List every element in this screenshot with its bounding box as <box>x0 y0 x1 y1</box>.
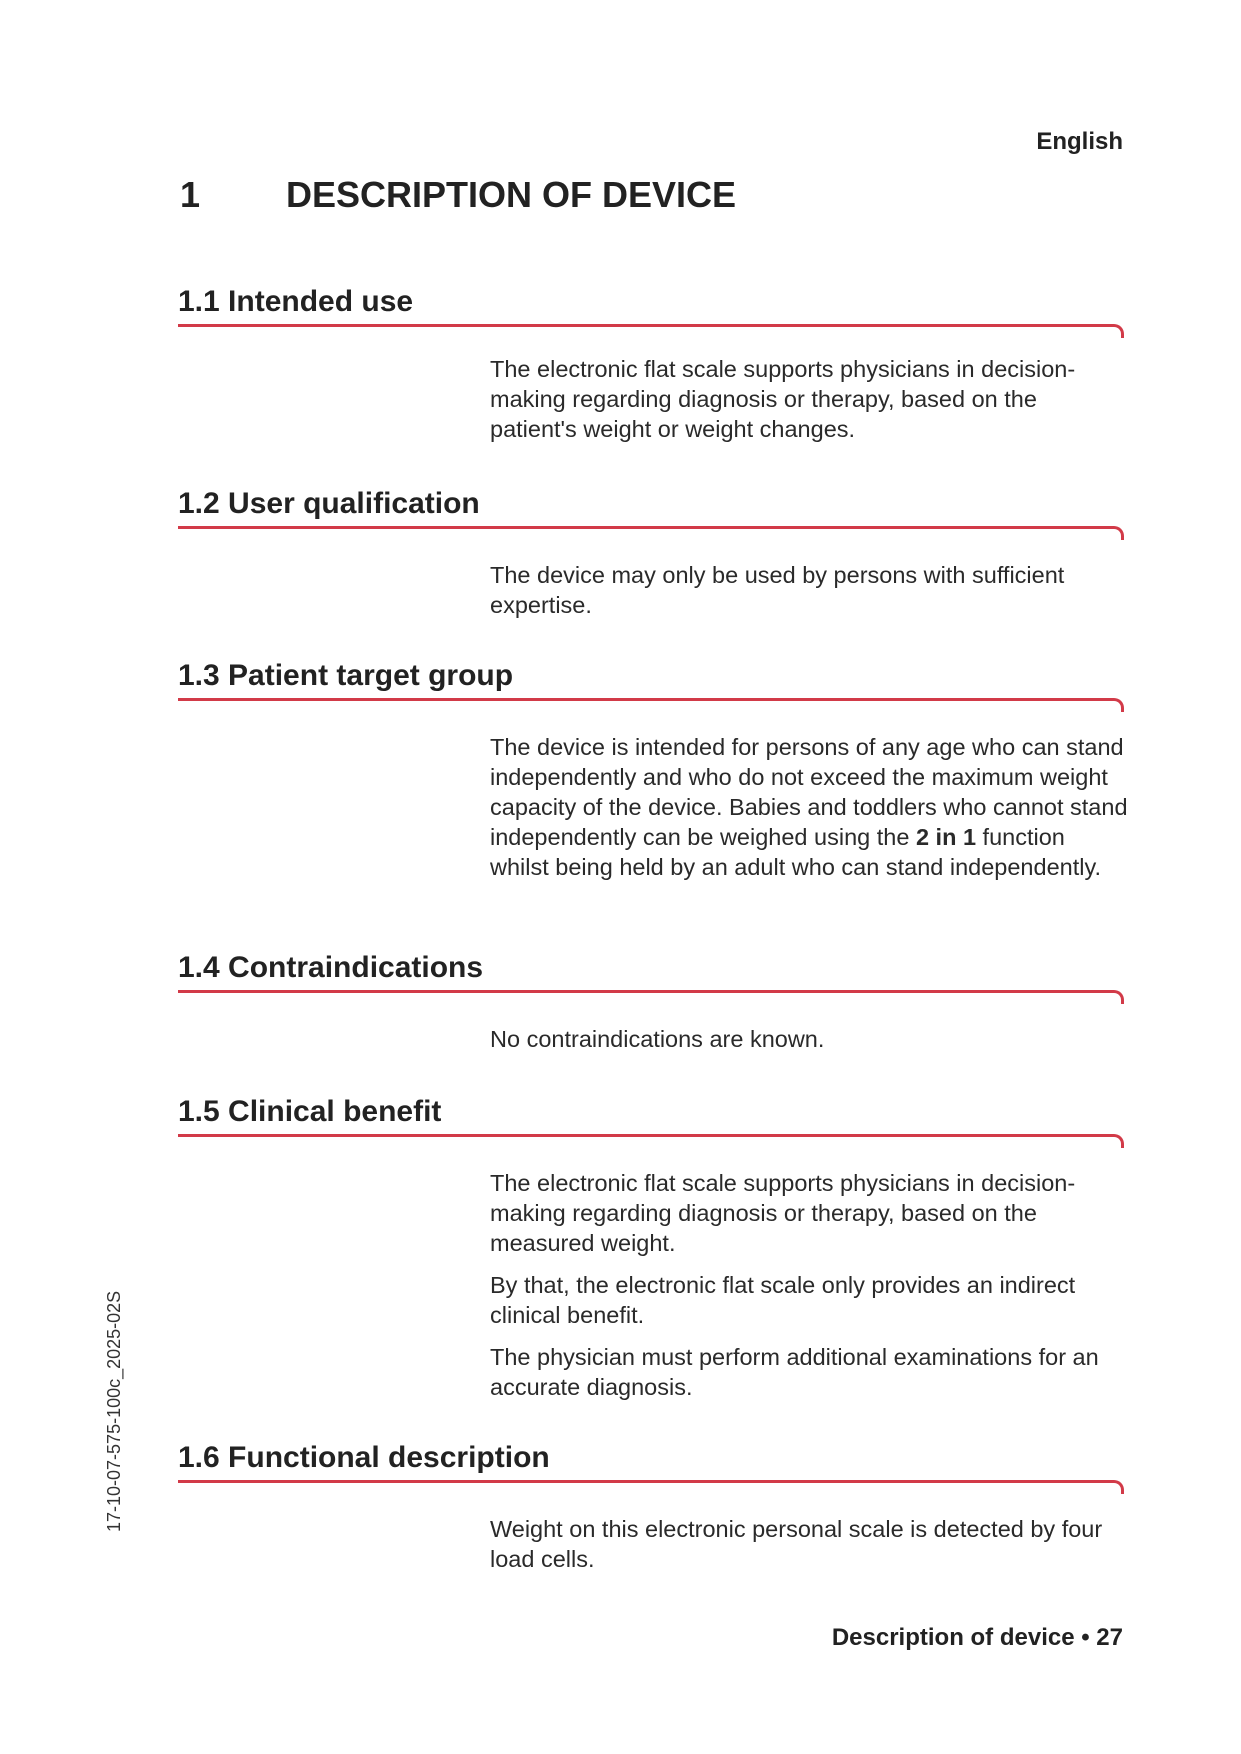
section-body-intended-use <box>490 354 1130 456</box>
section-body-functional-description <box>490 1514 1130 1586</box>
document-code: 17-10-07-575-100c_2025-02S <box>104 1290 124 1532</box>
section-heading-functional-description <box>178 1440 1123 1483</box>
section-title: 1.2 User qualification <box>178 487 480 520</box>
paragraph: The electronic flat scale supports physicians in decision-making regarding diagnosis or therapy, based on the patient's weight or weight changes. <box>490 356 1076 442</box>
paragraph: The physician must perform additional examinations for an accurate diagnosis. <box>490 1344 1099 1400</box>
section-title: 1.5 Clinical benefit <box>178 1095 442 1128</box>
section-heading-user-qualification <box>178 486 1123 529</box>
paragraph: Weight on this electronic personal scale is detected by four load cells. <box>490 1516 1103 1572</box>
page-footer: Description of device • 27 <box>831 1624 1123 1651</box>
paragraph: By that, the electronic flat scale only provides an indirect clinical benefit. <box>490 1272 1076 1328</box>
chapter-number: 1 <box>180 174 201 215</box>
paragraph <box>490 732 1130 882</box>
section-rule <box>178 324 1114 327</box>
section-rule <box>178 990 1114 993</box>
paragraph-text: The device is intended for persons of any age who can stand independently and who do not exceed the maximum weight capacity of the device. Babies and toddlers who cannot stand independently can be weighed using the <box>490 734 1128 850</box>
section-title: 1.3 Patient target group <box>178 659 514 692</box>
section-heading-clinical-benefit <box>178 1094 1123 1137</box>
section-rule <box>178 1134 1114 1137</box>
section-body-clinical-benefit <box>490 1168 1130 1414</box>
paragraph: The electronic flat scale supports physicians in decision-making regarding diagnosis or therapy, based on the measured weight. <box>490 1170 1076 1256</box>
paragraph: The device may only be used by persons with sufficient expertise. <box>490 562 1065 618</box>
section-title: 1.6 Functional description <box>178 1441 550 1474</box>
section-body-user-qualification <box>490 560 1130 632</box>
paragraph-text: function whilst being held by an adult who can stand independently. <box>490 824 1101 880</box>
section-rule <box>178 526 1114 529</box>
section-rule <box>178 698 1114 701</box>
paragraph: No contraindications are known. <box>490 1026 825 1052</box>
section-title: 1.1 Intended use <box>178 285 414 318</box>
bold-term: 2 in 1 <box>915 824 977 850</box>
language-label: English <box>1036 128 1123 155</box>
section-rule <box>178 1480 1114 1483</box>
section-title: 1.4 Contraindications <box>178 951 484 984</box>
section-body-patient-target-group <box>490 732 1130 894</box>
section-heading-contraindications <box>178 950 1123 993</box>
chapter-title: DESCRIPTION OF DEVICE <box>286 174 737 215</box>
chapter-heading <box>180 174 736 216</box>
section-heading-intended-use <box>178 284 1123 327</box>
section-body-contraindications <box>490 1024 1130 1066</box>
section-heading-patient-target-group <box>178 658 1123 701</box>
